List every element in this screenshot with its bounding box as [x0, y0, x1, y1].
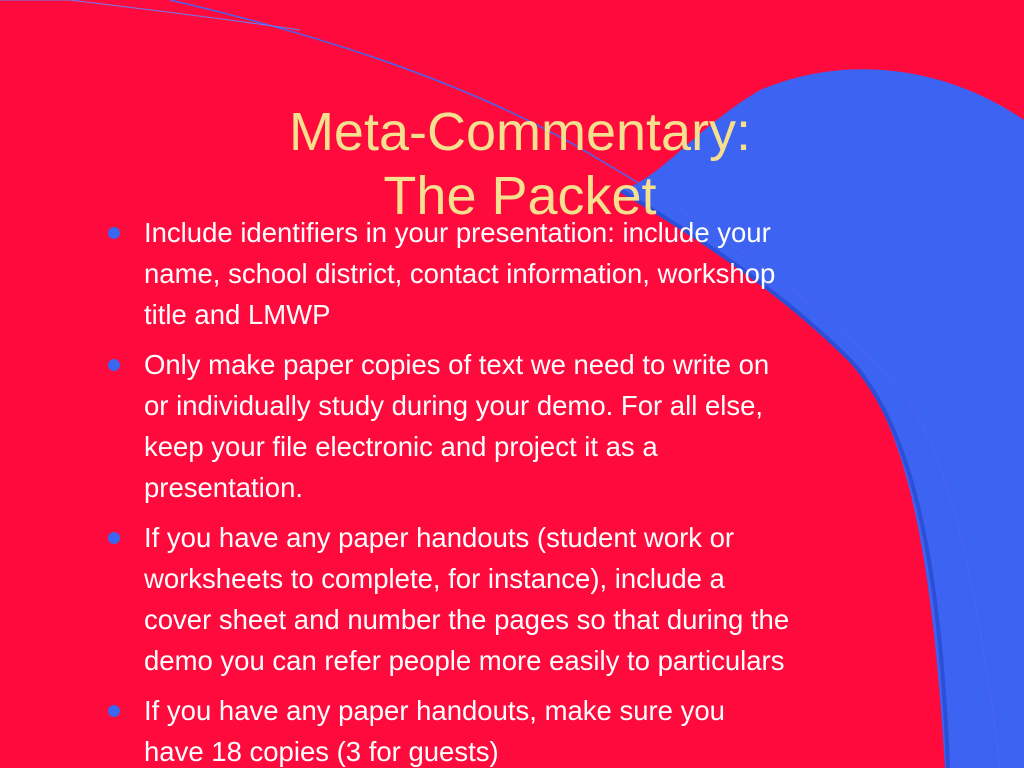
bullet-dot-icon: [108, 532, 120, 544]
bullet-item-identifiers: [104, 212, 944, 335]
bullet-text-line: have 18 copies (3 for guests): [144, 736, 499, 767]
slide-title-line-2: The Packet: [383, 166, 657, 227]
bullet-text-line: Include identifiers in your presentation: include your: [144, 217, 771, 248]
bullet-list: [104, 212, 944, 768]
bullet-dot-icon: [108, 359, 120, 371]
bullet-text-line: If you have any paper handouts, make sure you: [144, 695, 725, 726]
bullet-text-line: worksheets to complete, for instance), include a: [144, 563, 725, 594]
bullet-text-line: name, school district, contact information, workshop: [144, 258, 776, 289]
bullet-text-line: keep your file electronic and project it as a: [144, 431, 658, 462]
bullet-dot-icon: [108, 705, 120, 717]
slide-title: [120, 100, 920, 228]
bullet-item-paper-copies: [104, 344, 944, 508]
bullet-text-line: cover sheet and number the pages so that during the: [144, 604, 790, 635]
bullet-text-line: If you have any paper handouts (student work or: [144, 522, 735, 553]
bullet-item-handouts-cover-sheet: [104, 517, 944, 681]
bullet-text-line: or individually study during your demo. For all else,: [144, 390, 764, 421]
bullet-text-line: Only make paper copies of text we need to write on: [144, 349, 770, 380]
bullet-text-line: demo you can refer people more easily to particulars: [144, 645, 785, 676]
bullet-text-line: title and LMWP: [144, 299, 331, 330]
slide-title-line-1: Meta-Commentary:: [288, 102, 752, 163]
bullet-item-copies-count: [104, 690, 944, 768]
bullet-dot-icon: [108, 227, 120, 239]
bullet-text-line: presentation.: [144, 472, 303, 503]
